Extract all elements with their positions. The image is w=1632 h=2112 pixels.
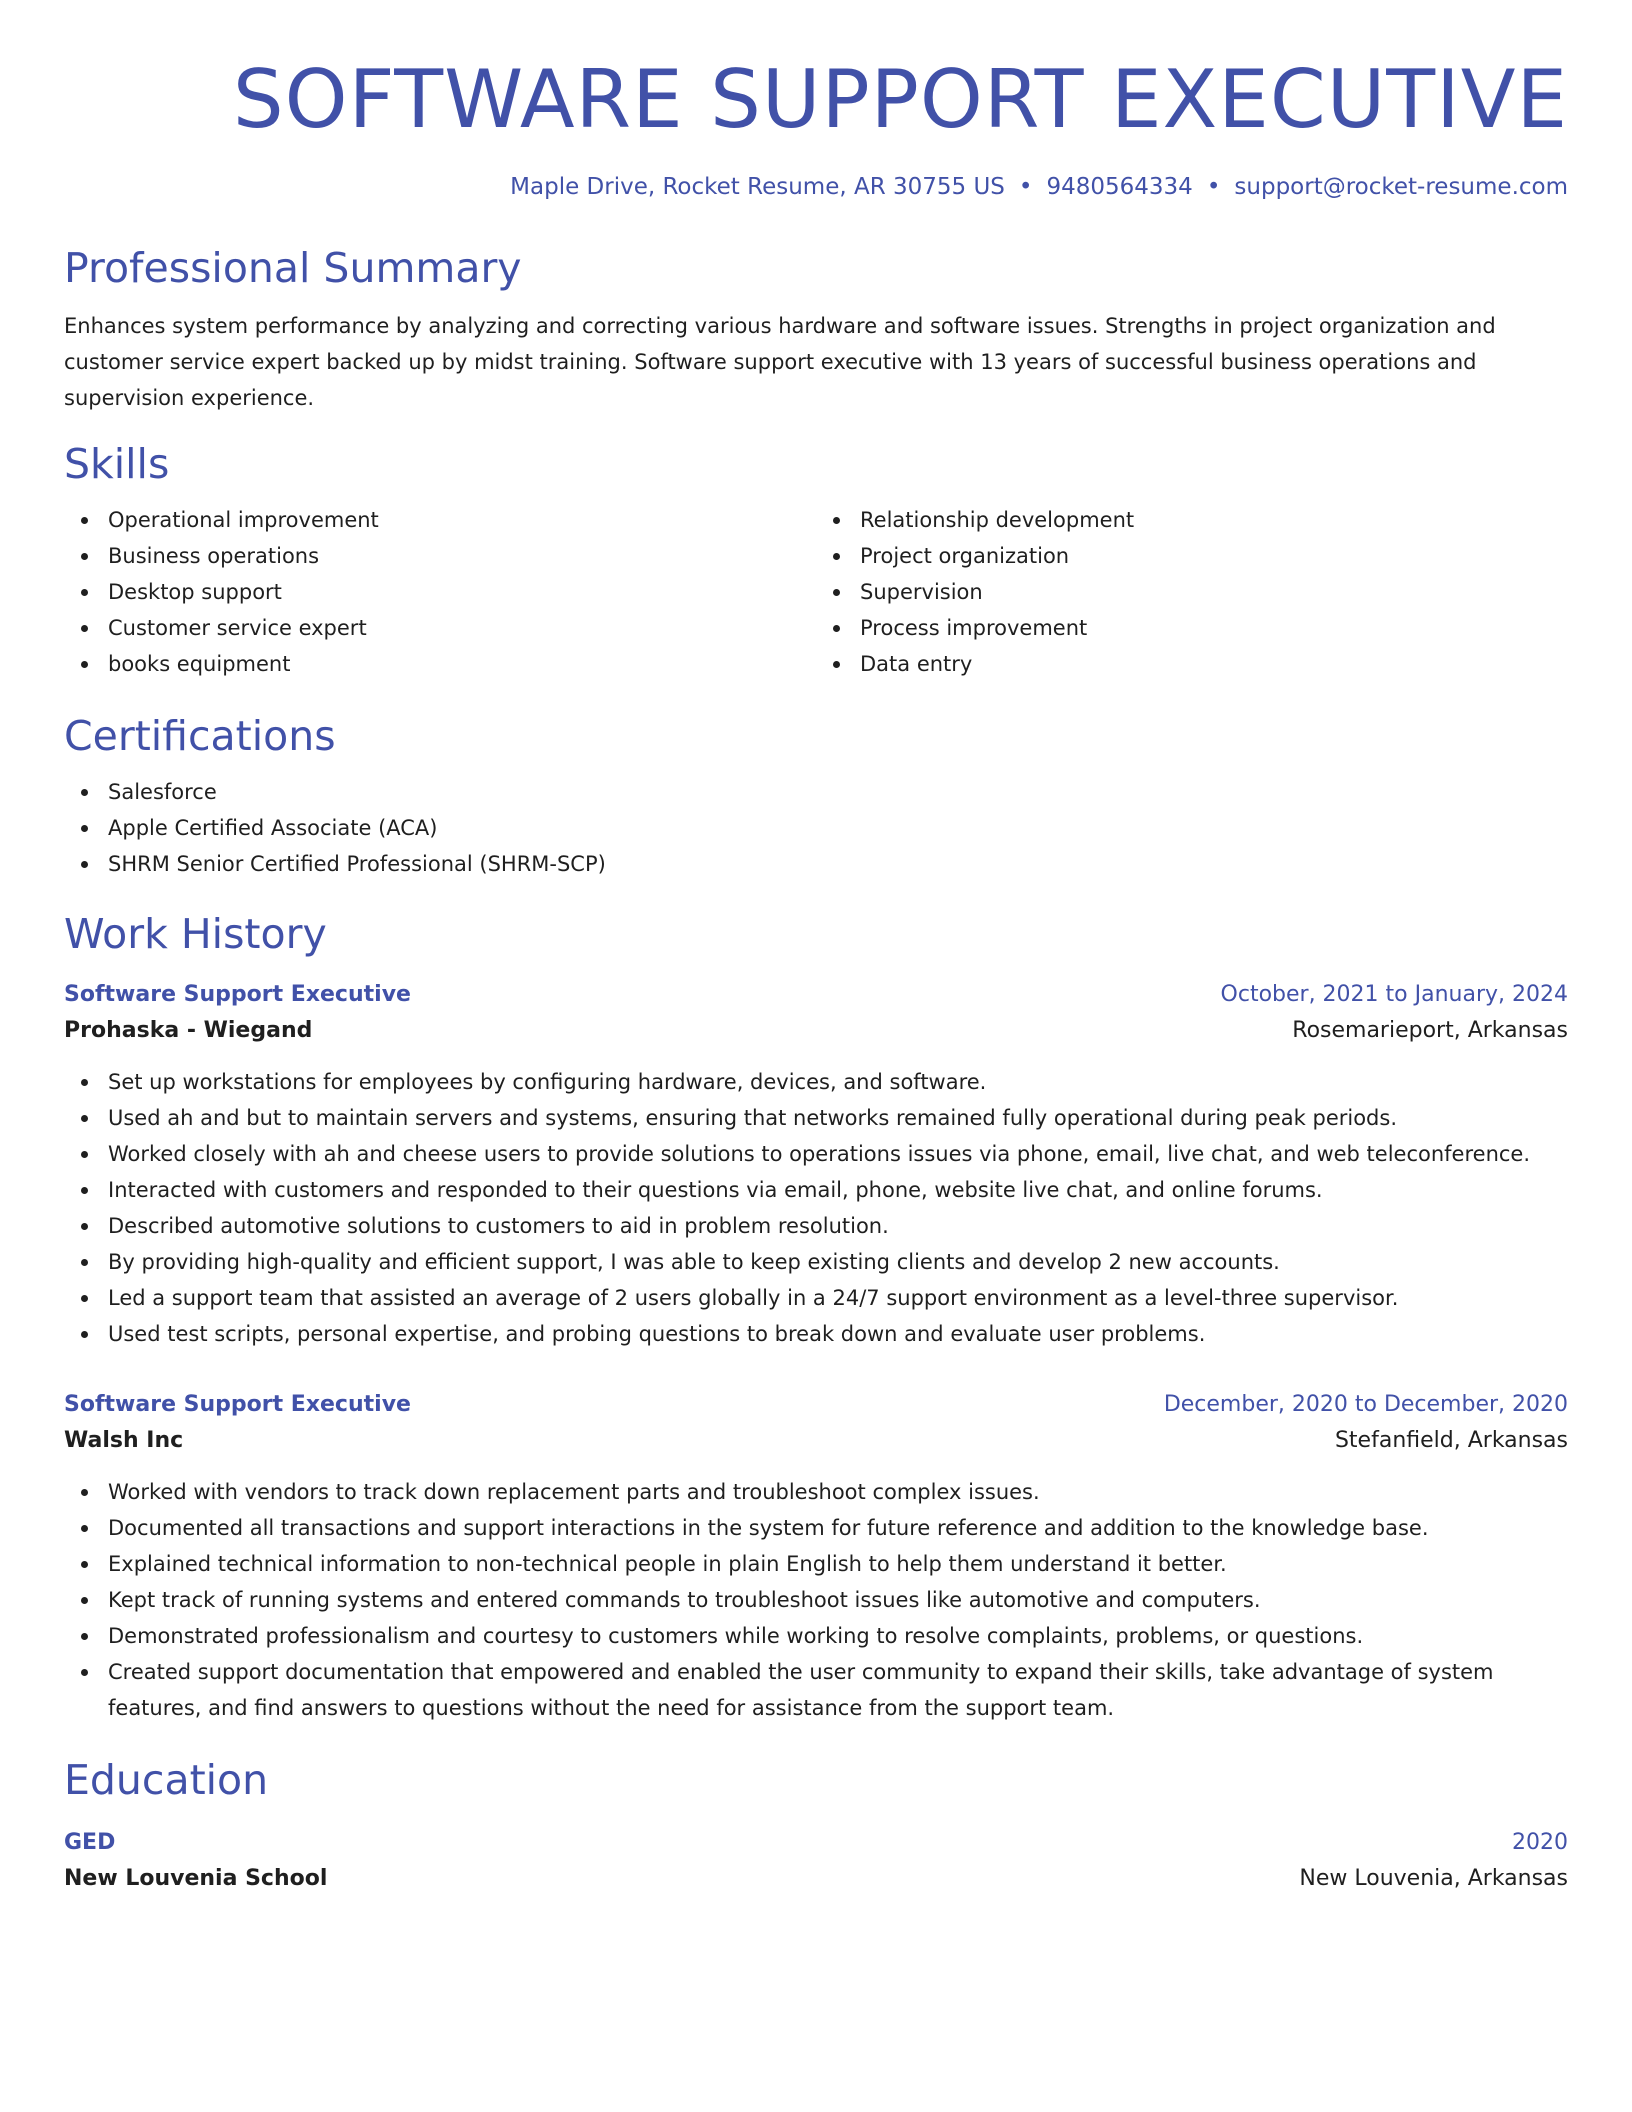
certifications-list [64,774,1568,882]
education-location: New Louvenia, Arkansas [1299,1866,1568,1891]
contact-line [64,170,1568,204]
job-title: Software Support Executive [64,1392,411,1417]
job-location: Rosemarieport, Arkansas [1292,1018,1568,1043]
skill-item: Customer service expert [108,610,816,646]
job-bullets [64,1474,1568,1726]
certification-item: Apple Certified Associate (ACA) [108,810,1568,846]
work-history-heading: Work History [64,910,327,958]
job-bullet: Described automotive solutions to customers to aid in problem resolution. [108,1208,1568,1244]
job-header-row [64,1388,1568,1422]
education-entry [64,1826,1568,1898]
job-company: Walsh Inc [64,1428,184,1453]
skills-heading: Skills [64,440,170,488]
skills-grid [64,502,1568,682]
job-company-row [64,1422,1568,1460]
job-header-row [64,978,1568,1012]
job-bullet: Demonstrated professionalism and courtesy to customers while working to resolve complaints, problems, or questions. [108,1618,1568,1654]
job-dates: December, 2020 to December, 2020 [1163,1392,1568,1417]
education-year: 2020 [1512,1830,1568,1855]
skill-item: books equipment [108,646,816,682]
skill-item: Data entry [860,646,1568,682]
job-bullet: Interacted with customers and responded to their questions via email, phone, website live chat, and online forums. [108,1172,1568,1208]
education-heading: Education [64,1756,269,1804]
certification-item: SHRM Senior Certified Professional (SHRM-SCP) [108,846,1568,882]
certifications-heading: Certifications [64,712,336,760]
summary-text: Enhances system performance by analyzing and correcting various hardware and software issues. Strengths in project organization and customer service expert backed up by midst training. Software support executive with 13 years of successful business operations and supervision experience. [64,314,1496,410]
job-bullet: Created support documentation that empowered and enabled the user community to expand their skills, take advantage of system features, and find answers to questions without the need for assistance from the support team. [108,1654,1568,1726]
summary-heading: Professional Summary [64,244,522,292]
job-bullet: Used ah and but to maintain servers and systems, ensuring that networks remained fully operational during peak periods. [108,1100,1568,1136]
skill-item: Business operations [108,538,816,574]
job-company: Prohaska - Wiegand [64,1018,313,1043]
job-bullet: Used test scripts, personal expertise, and probing questions to break down and evaluate user problems. [108,1316,1568,1352]
contact-email[interactable]: support@rocket-resume.com [1234,174,1568,200]
contact-separator: • [1018,174,1033,200]
job-bullet: Worked closely with ah and cheese users to provide solutions to operations issues via phone, email, live chat, and web teleconference. [108,1136,1568,1172]
job-bullets [64,1064,1568,1352]
skill-item: Process improvement [860,610,1568,646]
contact-separator: • [1206,174,1221,200]
job-entry [64,1388,1568,1726]
education-header-row [64,1826,1568,1860]
job-bullet: Led a support team that assisted an average of 2 users globally in a 24/7 support environment as a level-three supervisor. [108,1280,1568,1316]
job-entry [64,978,1568,1352]
skill-item: Relationship development [860,502,1568,538]
job-bullet: Worked with vendors to track down replacement parts and troubleshoot complex issues. [108,1474,1568,1510]
education-school: New Louvenia School [64,1866,328,1891]
contact-address: Maple Drive, Rocket Resume, AR 30755 US [510,174,1005,200]
page-title: SOFTWARE SUPPORT EXECUTIVE [232,53,1568,146]
job-bullet: Documented all transactions and support interactions in the system for future reference and addition to the knowledge base. [108,1510,1568,1546]
skill-item: Supervision [860,574,1568,610]
skills-list-right [816,502,1568,682]
job-company-row [64,1012,1568,1050]
skill-item: Project organization [860,538,1568,574]
skills-list-left [64,502,816,682]
job-bullet: Kept track of running systems and entered commands to troubleshoot issues like automotive and computers. [108,1582,1568,1618]
education-school-row [64,1860,1568,1898]
skill-item: Operational improvement [108,502,816,538]
job-dates: October, 2021 to January, 2024 [1220,982,1568,1007]
skill-item: Desktop support [108,574,816,610]
job-title: Software Support Executive [64,982,411,1007]
education-degree: GED [64,1830,116,1855]
job-bullet: Explained technical information to non-technical people in plain English to help them understand it better. [108,1546,1568,1582]
job-bullet: Set up workstations for employees by configuring hardware, devices, and software. [108,1064,1568,1100]
contact-phone: 9480564334 [1046,174,1193,200]
certification-item: Salesforce [108,774,1568,810]
job-bullet: By providing high-quality and efficient support, I was able to keep existing clients and develop 2 new accounts. [108,1244,1568,1280]
job-location: Stefanfield, Arkansas [1334,1428,1568,1453]
